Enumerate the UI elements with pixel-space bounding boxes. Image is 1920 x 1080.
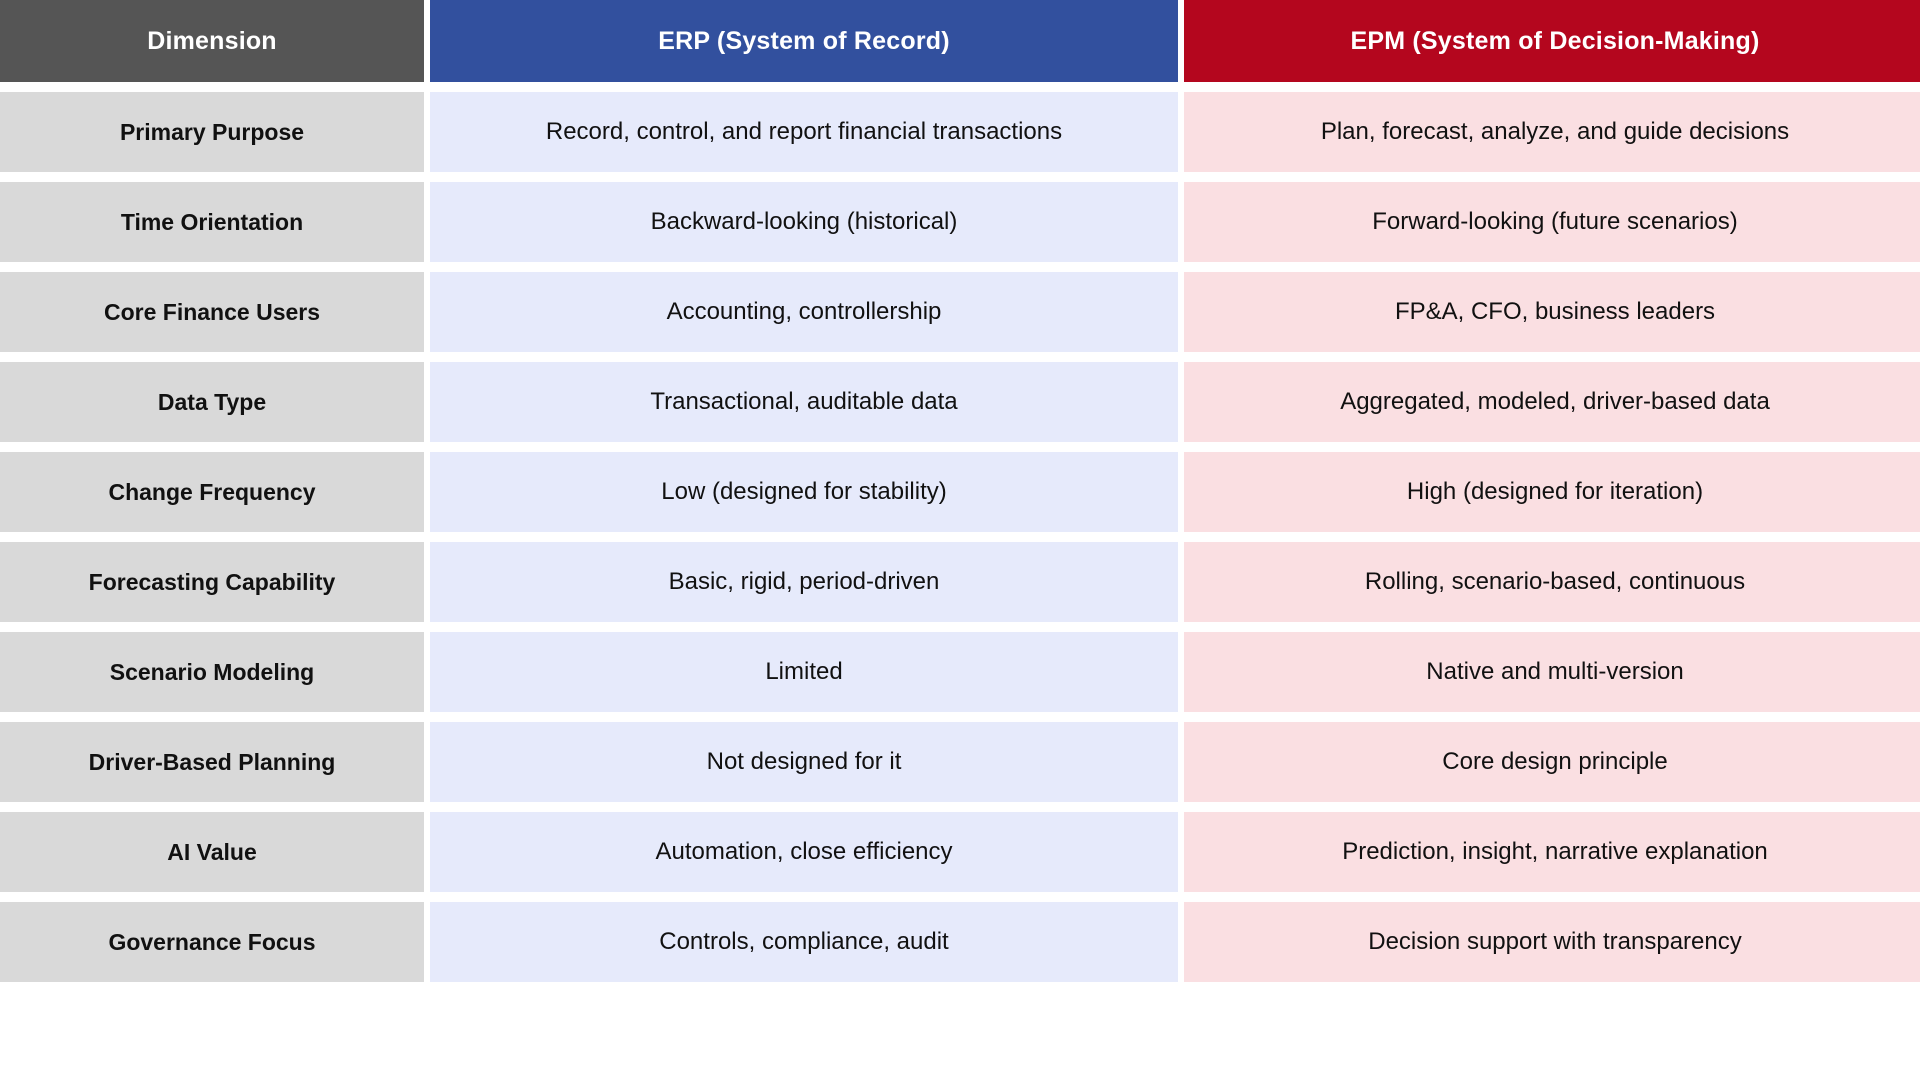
table-row: [0, 632, 1920, 712]
erp-cell: Record, control, and report financial transactions: [430, 92, 1178, 172]
table-row: [0, 272, 1920, 352]
column-header-dimension: Dimension: [0, 0, 424, 82]
table-row: [0, 722, 1920, 802]
dimension-cell: Governance Focus: [0, 902, 424, 982]
dimension-cell: AI Value: [0, 812, 424, 892]
epm-cell: Prediction, insight, narrative explanation: [1184, 812, 1920, 892]
erp-cell: Not designed for it: [430, 722, 1178, 802]
table-row: [0, 542, 1920, 622]
erp-cell: Backward-looking (historical): [430, 182, 1178, 262]
epm-cell: Forward-looking (future scenarios): [1184, 182, 1920, 262]
erp-cell: Basic, rigid, period-driven: [430, 542, 1178, 622]
table-row: [0, 452, 1920, 532]
epm-cell: High (designed for iteration): [1184, 452, 1920, 532]
dimension-cell: Driver-Based Planning: [0, 722, 424, 802]
dimension-cell: Primary Purpose: [0, 92, 424, 172]
erp-cell: Controls, compliance, audit: [430, 902, 1178, 982]
erp-cell: Automation, close efficiency: [430, 812, 1178, 892]
dimension-cell: Forecasting Capability: [0, 542, 424, 622]
table-row: [0, 902, 1920, 982]
column-header-epm: EPM (System of Decision-Making): [1184, 0, 1920, 82]
table-header-row: [0, 0, 1920, 82]
erp-cell: Low (designed for stability): [430, 452, 1178, 532]
table-body: [0, 92, 1920, 982]
table-row: [0, 362, 1920, 442]
dimension-cell: Core Finance Users: [0, 272, 424, 352]
table-row: [0, 182, 1920, 262]
table-row: [0, 92, 1920, 172]
epm-cell: Core design principle: [1184, 722, 1920, 802]
table-header: [0, 0, 1920, 82]
erp-cell: Accounting, controllership: [430, 272, 1178, 352]
epm-cell: Aggregated, modeled, driver-based data: [1184, 362, 1920, 442]
epm-cell: FP&A, CFO, business leaders: [1184, 272, 1920, 352]
dimension-cell: Scenario Modeling: [0, 632, 424, 712]
epm-cell: Rolling, scenario-based, continuous: [1184, 542, 1920, 622]
dimension-cell: Time Orientation: [0, 182, 424, 262]
erp-cell: Transactional, auditable data: [430, 362, 1178, 442]
epm-cell: Native and multi-version: [1184, 632, 1920, 712]
epm-cell: Decision support with transparency: [1184, 902, 1920, 982]
epm-cell: Plan, forecast, analyze, and guide decisions: [1184, 92, 1920, 172]
erp-cell: Limited: [430, 632, 1178, 712]
dimension-cell: Data Type: [0, 362, 424, 442]
column-header-erp: ERP (System of Record): [430, 0, 1178, 82]
dimension-cell: Change Frequency: [0, 452, 424, 532]
table-row: [0, 812, 1920, 892]
